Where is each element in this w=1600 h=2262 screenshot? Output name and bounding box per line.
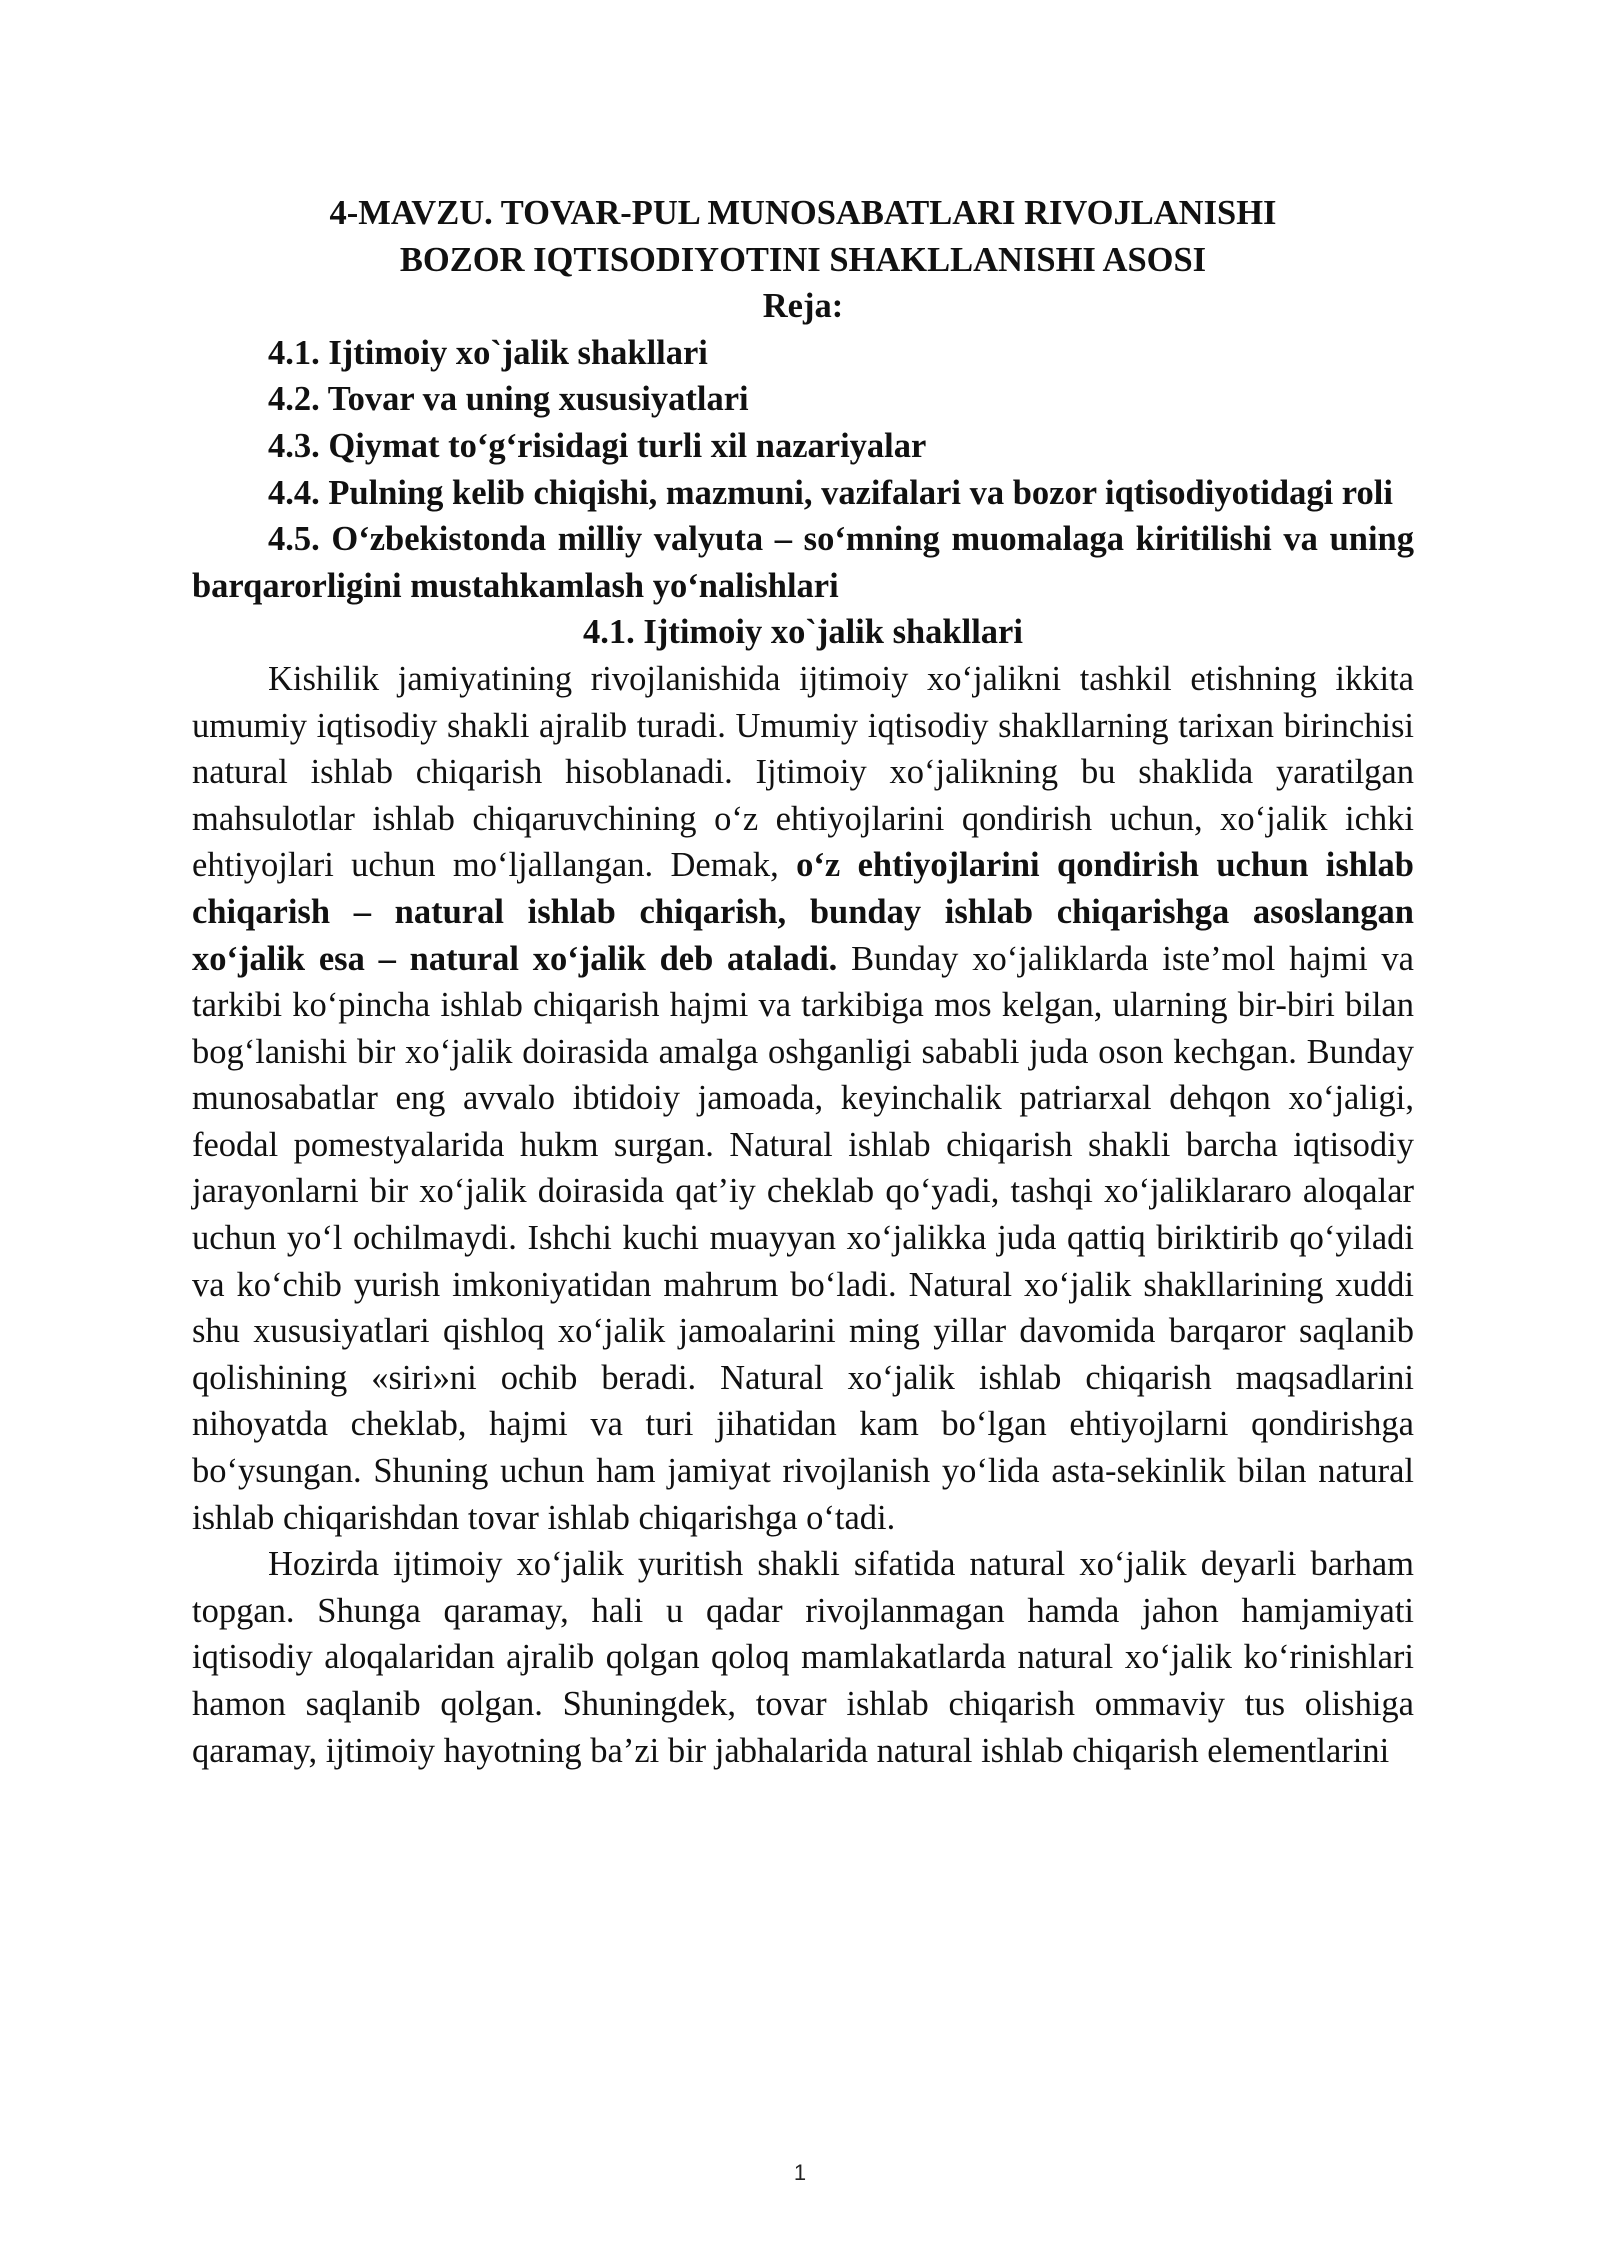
body-paragraph-1 [192, 656, 1414, 1541]
paragraph-1-text-start: Kishilik jamiyatining rivojlanishida ijtimoiy xo‘jalikni tashkil etishning ikkita umumiy iqtisodiy shakli ajralib turadi. Umumiy iqtisodiy shakllarning tarixan birinchisi natural ishlab chiqarish hisoblanadi. Ijtimoiy xo‘jalikning bu shaklida yaratilgan mahsulotlar ishlab chiqaruvchining o‘z ehtiyojlarini qondirish uchun, xo‘jalik ichki ehtiyojlari uchun mo‘ljallangan. Demak, [192, 659, 1414, 885]
plan-item-4-5: 4.5. O‘zbekistonda milliy valyuta – so‘mning muomalaga kiritilishi va uning barqarorligini mustahkamlash yo‘nalishlari [192, 520, 1414, 605]
section-heading: 4.1. Ijtimoiy xo`jalik shakllari [583, 613, 1023, 652]
page-content [192, 190, 1414, 1774]
topic-title-line-2: BOZOR IQTISODIYOTINI SHAKLLANISHI ASOSI [399, 240, 1207, 279]
topic-title-line-1: 4-MAVZU. TOVAR-PUL MUNOSABATLARI RIVOJLANISHI [329, 194, 1277, 232]
plan-item-4-3: 4.3. Qiymat to‘g‘risidagi turli xil nazariyalar [268, 426, 927, 465]
plan-heading: Reja: [762, 287, 844, 326]
plan-item-4-4: 4.4. Pulning kelib chiqishi, mazmuni, vazifalari va bozor iqtisodiyotidagi roli [268, 473, 1393, 512]
plan-item-4-2: 4.2. Tovar va uning xususiyatlari [268, 380, 749, 419]
plan-item-4-1: 4.1. Ijtimoiy xo`jalik shakllari [268, 333, 708, 372]
paragraph-1-definition-bold: o‘z ehtiyojlarini qondirish uchun ishlab chiqarish – natural ishlab chiqarish, bunday ishlab chiqarishga asoslangan xo‘jalik esa – natural xo‘jalik deb ataladi. [192, 846, 1414, 978]
paragraph-1-text-end: Bunday xo‘jaliklarda iste’mol hajmi va tarkibi ko‘pincha ishlab chiqarish hajmi va tarkibiga mos kelgan, ularning bir-biri bilan bog‘lanishi bir xo‘jalik doirasida amalga oshganligi sababli juda oson kechgan. Bunday munosabatlar eng avvalo ibtidoiy jamoada, keyinchalik patriarxal dehqon xo‘jaligi, feodal pomestyalarida hukm surgan. Natural ishlab chiqarish shakli barcha iqtisodiy jarayonlarni bir xo‘jalik doirasida qat’iy cheklab qo‘yadi, tashqi xo‘jaliklararo aloqalar uchun yo‘l ochilmaydi. Ishchi kuchi muayyan xo‘jalikka juda qattiq biriktirib qo‘yiladi va ko‘chib yurish imkoniyatidan mahrum bo‘ladi. Natural xo‘jalik shakllarining xuddi shu xususiyatlari qishloq xo‘jalik jamoalarini ming yillar davomida barqaror saqlanib qolishining «siri»ni ochib beradi. Natural xo‘jalik ishlab chiqarish maqsadlarini nihoyatda cheklab, hajmi va turi jihatidan kam bo‘lgan ehtiyojlarni qondirishga bo‘ysungan. Shuning uchun ham jamiyat rivojlanish yo‘lida asta-sekinlik bilan natural ishlab chiqarishdan tovar ishlab chiqarishga o‘tadi. [192, 939, 1414, 1537]
page-number: 1 [793, 2160, 807, 2185]
body-paragraph-2: Hozirda ijtimoiy xo‘jalik yuritish shakli sifatida natural xo‘jalik deyarli barham topgan. Shunga qaramay, hali u qadar rivojlanmagan hamda jahon hamjamiyati iqtisodiy aloqalaridan ajralib qolgan qoloq mamlakatlarda natural xo‘jalik ko‘rinishlari hamon saqlanib qolgan. Shuningdek, tovar ishlab chiqarish ommaviy tus olishiga qaramay, ijtimoiy hayotning ba’zi bir jabhalarida natural ishlab chiqarish elementlarini [192, 1545, 1414, 1770]
